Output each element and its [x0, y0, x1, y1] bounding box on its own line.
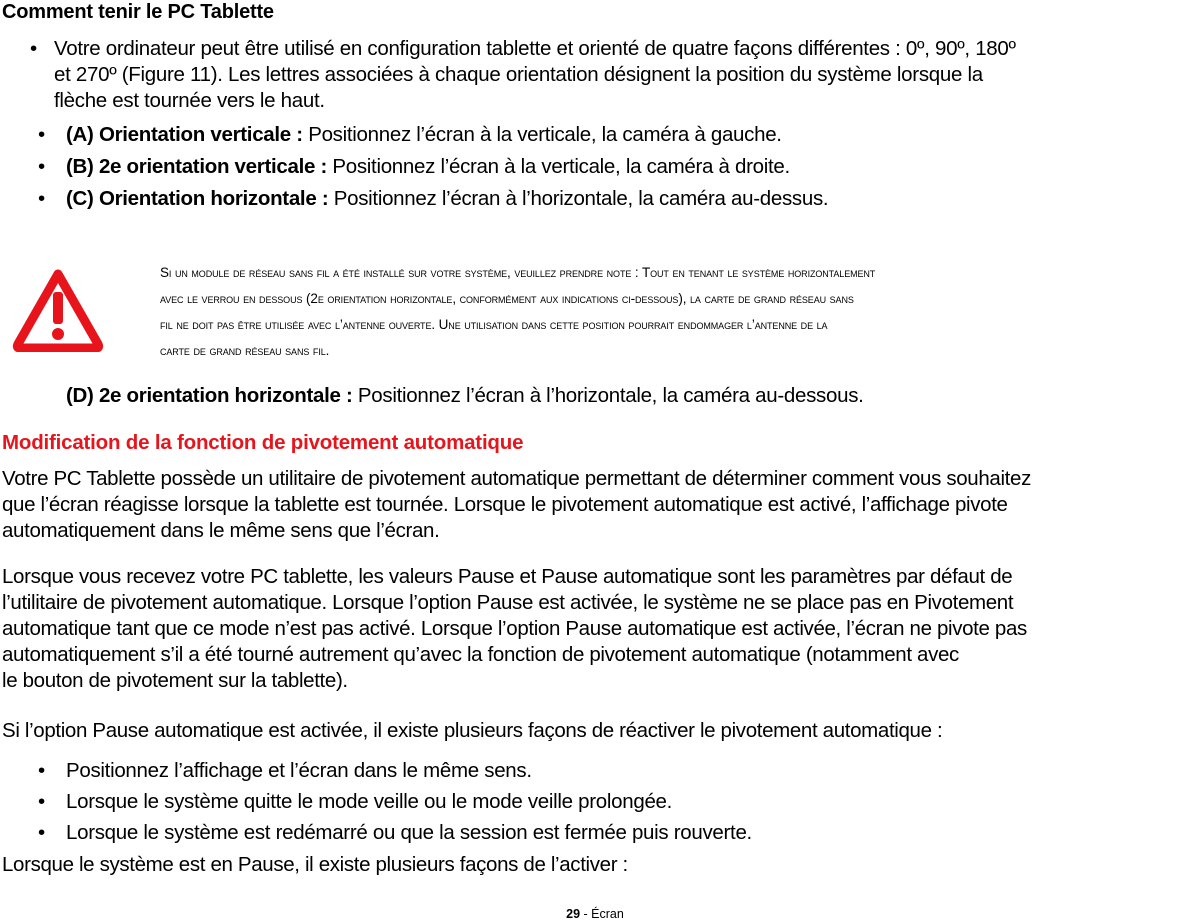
orientation-text: Positionnez l’écran à la verticale, la caméra à droite.: [326, 155, 790, 178]
page-number: 29: [566, 907, 581, 921]
paragraph-2-line-1: Lorsque vous recevez votre PC tablette, les valeurs Pause et Pause automatique sont les paramètres par défaut de: [2, 565, 1013, 588]
list-item-text: Lorsque le système quitte le mode veille ou le mode veille prolongée.: [66, 790, 673, 813]
warning-line-3: fil ne doit pas être utilisée avec l’antenne ouverte. Une utilisation dans cette position pourrait endommager l’antenne de la: [160, 317, 828, 332]
warning-icon: [12, 268, 104, 352]
warning-line-2: avec le verrou en dessous (2e orientation horizontale, conformément aux indications ci-dessous), la carte de grand réseau sans: [160, 291, 854, 306]
orientation-label: (C) Orientation horizontale :: [66, 187, 329, 210]
bullet-dot: •: [38, 790, 45, 813]
orientation-text: Positionnez l’écran à la verticale, la caméra à gauche.: [302, 123, 782, 146]
bullet-dot: •: [38, 187, 45, 210]
paragraph-4: Lorsque le système est en Pause, il existe plusieurs façons de l’activer :: [2, 853, 628, 876]
intro-line-2: et 270º (Figure 11). Les lettres associées à chaque orientation désignent la position du système lorsque la: [54, 63, 983, 86]
paragraph-1-line-1: Votre PC Tablette possède un utilitaire de pivotement automatique permettant de déterminer comment vous souhaitez: [2, 467, 1031, 490]
paragraph-1-line-3: automatiquement dans le même sens que l’écran.: [2, 519, 440, 542]
orientation-text: Positionnez l’écran à l’horizontale, la caméra au-dessous.: [352, 384, 864, 407]
page-footer: [0, 906, 1190, 922]
paragraph-1: [2, 466, 1190, 544]
orientation-label: (A) Orientation verticale :: [66, 123, 303, 146]
section-heading: Modification de la fonction de pivotement automatique: [2, 431, 524, 454]
warning-text: [160, 260, 1190, 364]
bullet-dot: •: [38, 759, 45, 782]
paragraph-2-line-3: automatique tant que ce mode n’est pas activé. Lorsque l’option Pause automatique est activée, l’écran ne pivote pas: [2, 617, 1027, 640]
orientation-item-c: [38, 186, 1188, 212]
list-item: [38, 820, 1188, 846]
intro-line-1: Votre ordinateur peut être utilisé en configuration tablette et orienté de quatre façons différentes : 0º, 90º, 180º: [54, 37, 1016, 60]
orientation-item-d: [66, 383, 1186, 409]
page-heading: Comment tenir le PC Tablette: [2, 1, 274, 23]
list-item-text: Positionnez l’affichage et l’écran dans le même sens.: [66, 759, 532, 782]
paragraph-3: Si l’option Pause automatique est activée, il existe plusieurs façons de réactiver le pivotement automatique :: [2, 719, 943, 742]
paragraph-2: [2, 564, 1190, 694]
bullet-dot: •: [38, 155, 45, 178]
footer-separator: -: [580, 907, 592, 921]
orientation-item-b: [38, 154, 1188, 180]
paragraph-2-line-5: le bouton de pivotement sur la tablette).: [2, 669, 348, 692]
paragraph-2-line-2: l’utilitaire de pivotement automatique. Lorsque l’option Pause est activée, le système ne se place pas en Pivotement: [2, 591, 1014, 614]
list-item-text: Lorsque le système est redémarré ou que la session est fermée puis rouverte.: [66, 821, 752, 844]
list-item: [38, 789, 1188, 815]
orientation-text: Positionnez l’écran à l’horizontale, la caméra au-dessus.: [328, 187, 829, 210]
bullet-dot: •: [30, 37, 37, 60]
orientation-label: (B) 2e orientation verticale :: [66, 155, 327, 178]
warning-line-4: carte de grand réseau sans fil.: [160, 343, 330, 358]
intro-bullet: [30, 36, 1190, 116]
warning-line-1: Si un module de réseau sans fil a été installé sur votre système, veuillez prendre note : Tout en tenant le système horizontalement: [160, 265, 876, 280]
footer-section: Écran: [591, 907, 624, 921]
paragraph-1-line-2: que l’écran réagisse lorsque la tablette est tournée. Lorsque le pivotement automatique est activé, l’affichage pivote: [2, 493, 1008, 516]
bullet-dot: •: [38, 821, 45, 844]
orientation-label: (D) 2e orientation horizontale :: [66, 384, 353, 407]
paragraph-2-line-4: automatiquement s’il a été tourné autrement qu’avec la fonction de pivotement automatique (notamment avec: [2, 643, 959, 666]
orientation-item-a: [38, 122, 1188, 148]
bullet-dot: •: [38, 123, 45, 146]
list-item: [38, 758, 1188, 784]
intro-line-3: flèche est tournée vers le haut.: [54, 89, 325, 112]
